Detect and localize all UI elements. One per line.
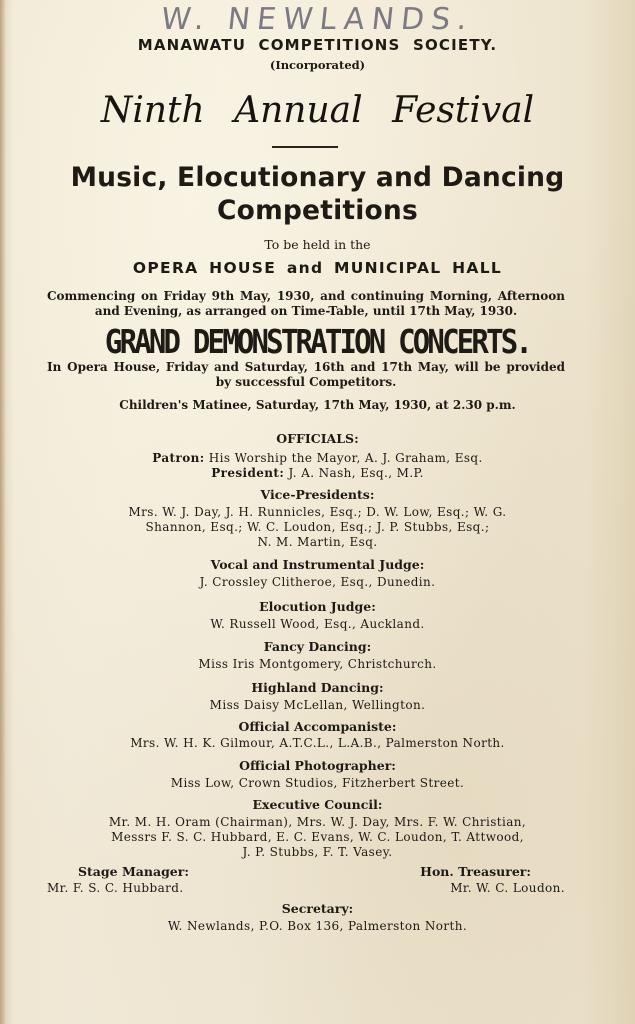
highland-dancing-heading: Highland Dancing: [251, 680, 384, 695]
commencing-paragraph: Commencing on Friday 9th May, 1930, and continuing Morning, Afternoon and Evening, as arranged on Time-Table, until 17th May, 1930. [47, 289, 565, 318]
stage-manager-value: Mr. F. S. C. Hubbard. [47, 881, 184, 895]
incorporated-note: (Incorporated) [269, 58, 366, 72]
concerts-heading: GRAND DEMONSTRATION CONCERTS. [104, 322, 531, 362]
stage-manager-heading: Stage Manager: [78, 864, 189, 879]
photographer-heading: Official Photographer: [239, 758, 396, 773]
matinee-text: Children's Matinee, Saturday, 17th May, 1930, at 2.30 p.m. [119, 398, 516, 412]
executive-council-line2: Messrs F. S. C. Hubbard, E. C. Evans, W. C. Loudon, T. Attwood, [111, 830, 524, 844]
treasurer-heading: Hon. Treasurer: [420, 864, 531, 879]
society-name: MANAWATU COMPETITIONS SOCIETY. [137, 36, 498, 54]
vice-presidents-line3: N. M. Martin, Esq. [257, 535, 378, 549]
festival-title: Ninth Annual Festival [100, 90, 535, 131]
highland-dancing-value: Miss Daisy McLellan, Wellington. [209, 698, 426, 712]
vice-presidents-line1: Mrs. W. J. Day, J. H. Runnicles, Esq.; D. W. Low, Esq.; W. G. [128, 505, 507, 519]
executive-council-line3: J. P. Stubbs, F. T. Vasey. [242, 845, 393, 859]
venue-heading: OPERA HOUSE and MUNICIPAL HALL [132, 259, 503, 277]
treasurer-value: Mr. W. C. Loudon. [450, 881, 565, 895]
concerts-paragraph: In Opera House, Friday and Saturday, 16th and 17th May, will be provided by successful Competitors. [47, 360, 565, 389]
patron-label: Patron: [152, 451, 205, 465]
vocal-judge-heading: Vocal and Instrumental Judge: [210, 557, 425, 572]
fancy-dancing-value: Miss Iris Montgomery, Christchurch. [198, 657, 437, 671]
executive-council-heading: Executive Council: [252, 797, 383, 812]
held-in-text: To be held in the [264, 237, 371, 252]
secretary-value: W. Newlands, P.O. Box 136, Palmerston North. [167, 919, 468, 933]
executive-council-line1: Mr. M. H. Oram (Chairman), Mrs. W. J. Day, Mrs. F. W. Christian, [108, 815, 527, 829]
elocution-judge-value: W. Russell Wood, Esq., Auckland. [210, 617, 425, 631]
photographer-value: Miss Low, Crown Studios, Fitzherbert Street. [170, 776, 465, 790]
competitions-title-line2: Competitions [217, 195, 418, 226]
officials-heading: OFFICIALS: [276, 431, 359, 446]
president-label: President: [211, 466, 285, 480]
secretary-heading: Secretary: [281, 901, 354, 916]
president-value: J. A. Nash, Esq., M.P. [288, 466, 424, 480]
elocution-judge-heading: Elocution Judge: [259, 599, 376, 614]
fancy-dancing-heading: Fancy Dancing: [263, 639, 372, 654]
competitions-title-line1: Music, Elocutionary and Dancing [70, 162, 565, 193]
vice-presidents-line2: Shannon, Esq.; W. C. Loudon, Esq.; J. P. Stubbs, Esq.; [145, 520, 490, 534]
competitions-title [0, 161, 635, 227]
patron-line [0, 451, 635, 465]
accompaniste-value: Mrs. W. H. K. Gilmour, A.T.C.L., L.A.B., Palmerston North. [130, 736, 505, 750]
vice-presidents-heading: Vice-Presidents: [260, 487, 375, 502]
vocal-judge-value: J. Crossley Clitheroe, Esq., Dunedin. [199, 575, 436, 589]
president-line [0, 466, 635, 480]
handwritten-name: W. NEWLANDS. [159, 2, 476, 37]
title-divider [272, 146, 338, 148]
accompaniste-heading: Official Accompaniste: [238, 719, 397, 734]
patron-value: His Worship the Mayor, A. J. Graham, Esq. [208, 451, 483, 465]
